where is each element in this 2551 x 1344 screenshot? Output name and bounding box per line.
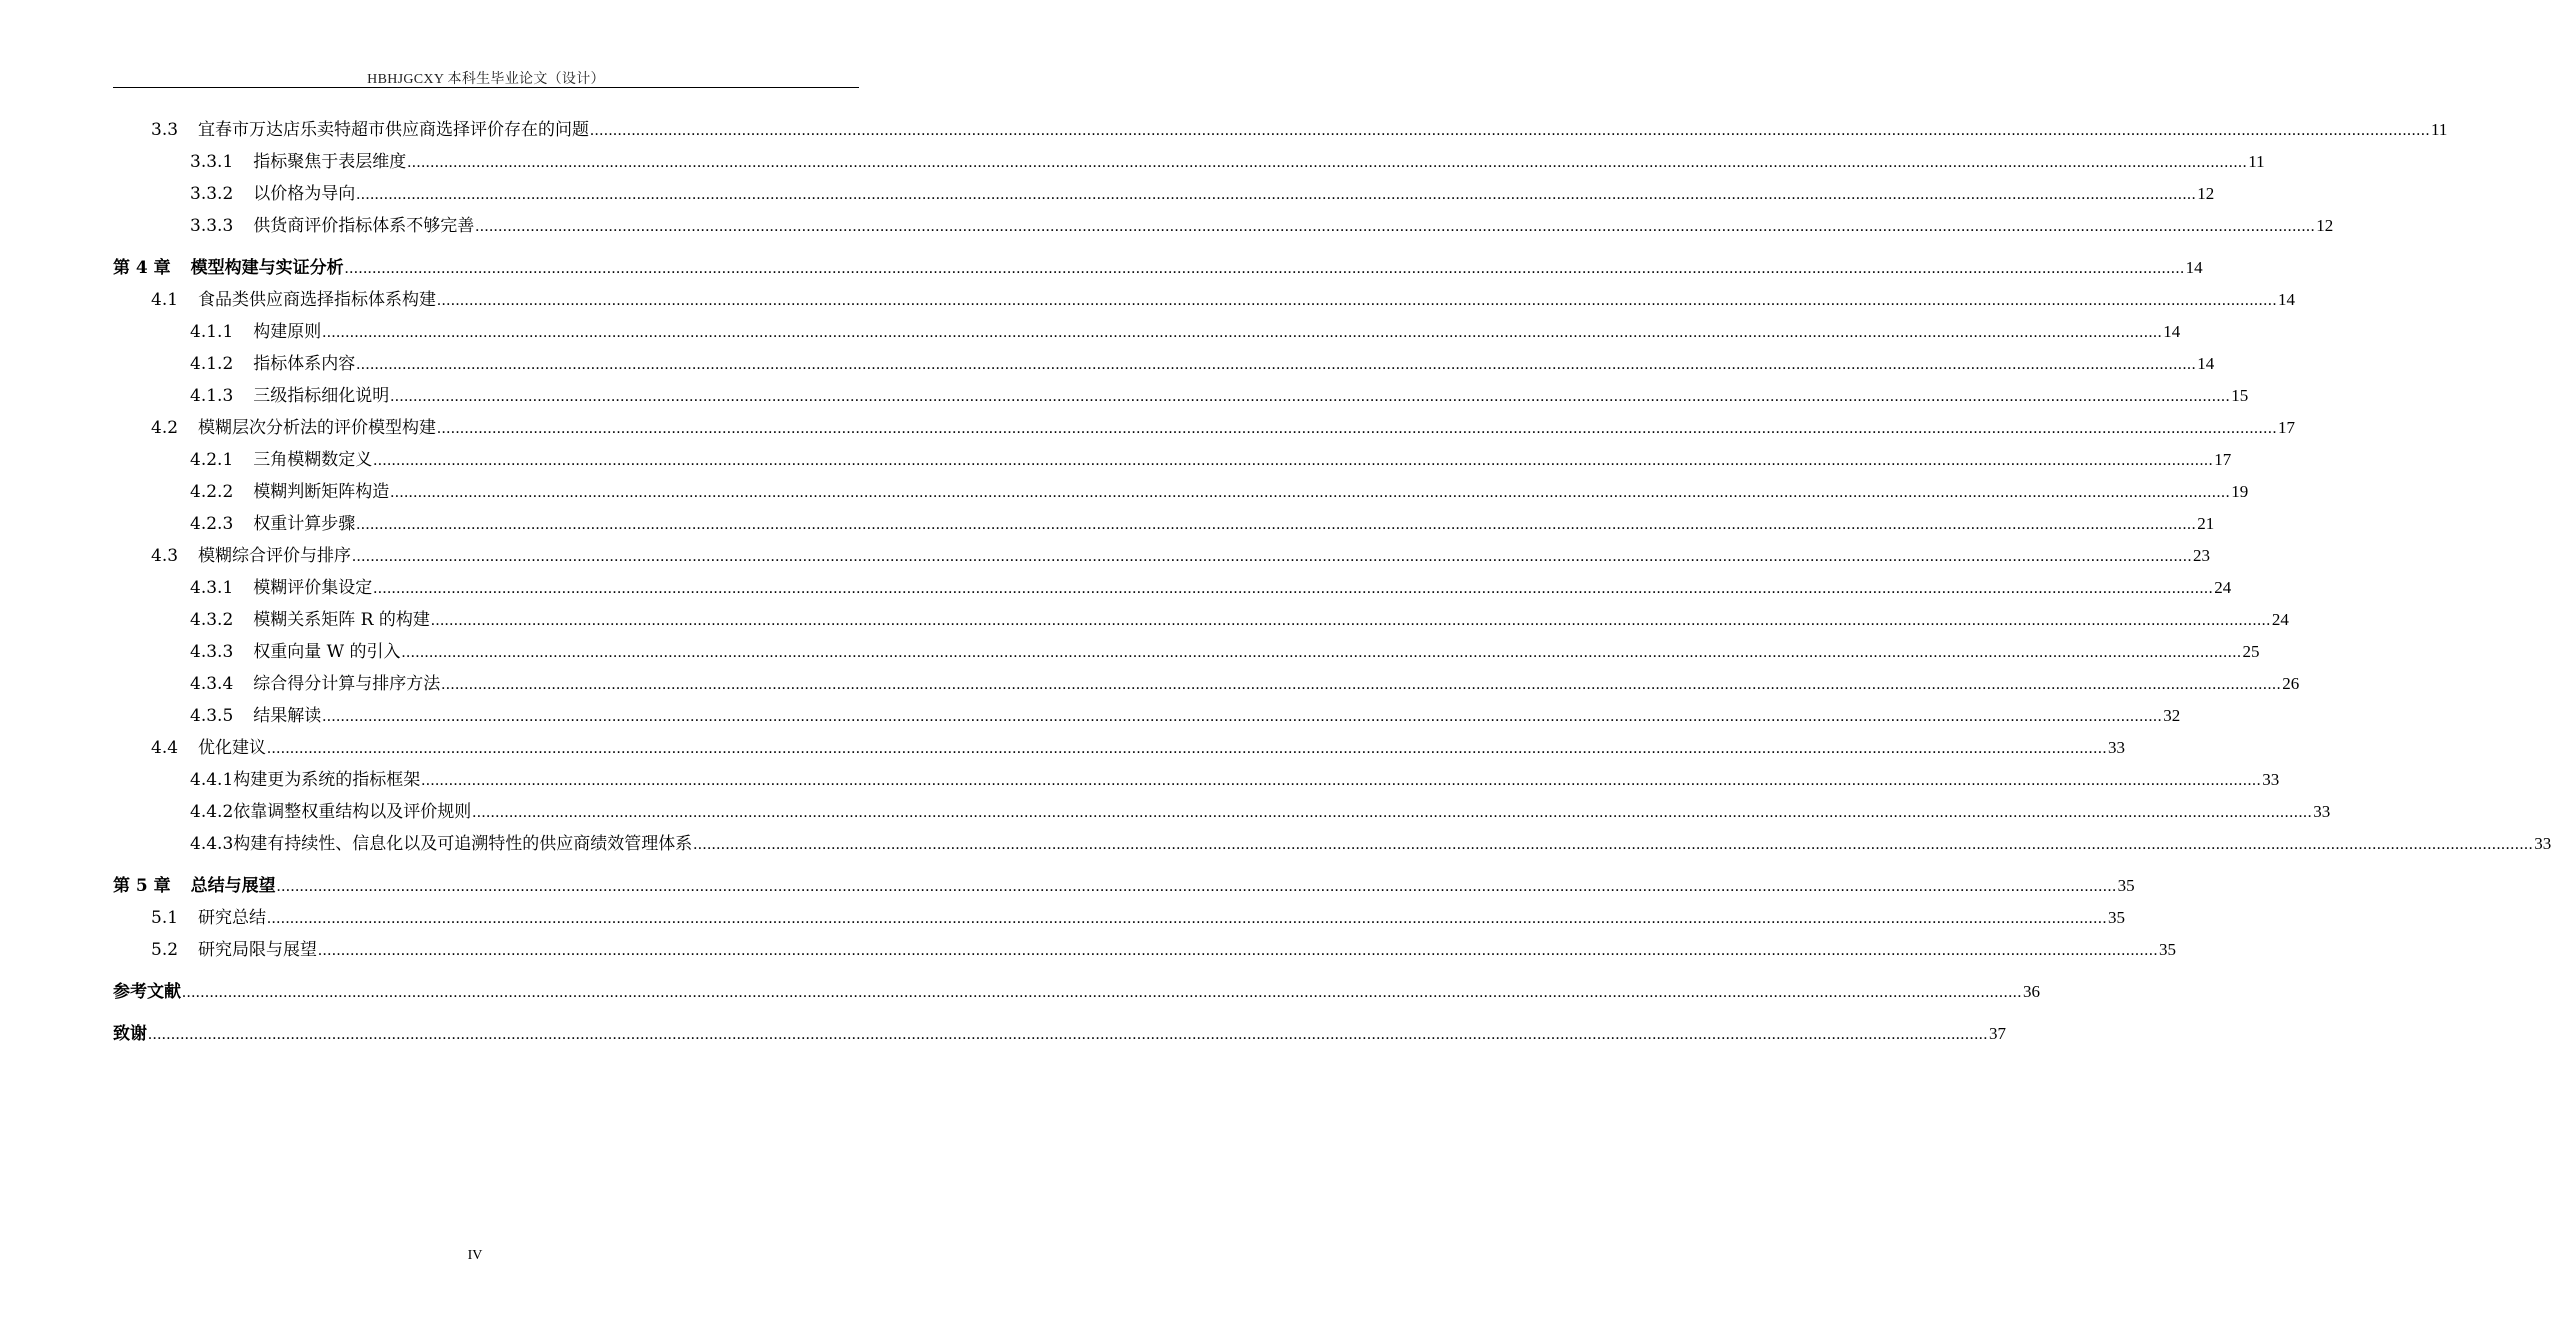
toc-entry-number: 4.3.2 [190,610,234,630]
toc-dot-leader: ................................................................................................................................................................................................................................................................................................................................................................................................................ [356,356,2197,373]
toc-entry-page: 32 [2163,706,2181,725]
toc-entry-title: 供货商评价指标体系不够完善 [253,216,475,236]
toc-entry-number: 4.4.2 [190,802,234,822]
toc-dot-leader: ................................................................................................................................................................................................................................................................................................................................................................................................................ [373,580,2214,597]
toc-dot-leader: ................................................................................................................................................................................................................................................................................................................................................................................................................ [148,1026,1988,1043]
toc-entry-page: 24 [2214,578,2232,597]
toc-entry-title: 总结与展望 [190,876,276,896]
toc-dot-leader: ................................................................................................................................................................................................................................................................................................................................................................................................................ [356,186,2197,203]
toc-entry-number: 4.1.1 [190,322,234,342]
toc-entry-title: 结果解读 [253,706,322,726]
toc-dot-leader: ................................................................................................................................................................................................................................................................................................................................................................................................................ [352,548,2193,565]
toc-entry-page: 23 [2193,546,2211,565]
toc-entry[interactable] [113,540,2211,572]
toc-entry[interactable] [113,668,2300,700]
toc-entry-number: 4.2 [151,418,179,438]
toc-entry-title: 模型构建与实证分析 [190,258,344,278]
toc-entry-page: 15 [2231,386,2249,405]
toc-entry[interactable] [113,252,2203,284]
toc-entry-title: 权重向量 W 的引入 [253,642,401,662]
toc-dot-leader: ................................................................................................................................................................................................................................................................................................................................................................................................................ [356,516,2197,533]
toc-entry-number: 4.4.3 [190,834,234,854]
toc-entry[interactable] [113,210,2334,242]
toc-entry[interactable] [113,476,2249,508]
toc-entry-title: 模糊综合评价与排序 [198,546,352,566]
toc-entry[interactable] [113,146,2265,178]
toc-entry-number: 5.2 [151,940,179,960]
toc-entry[interactable] [113,114,2448,146]
toc-entry-page: 33 [2313,802,2331,821]
page-header: HBHJGCXY 本科生毕业论文（设计） [367,72,605,87]
toc-entry-page: 25 [2242,642,2260,661]
toc-entry-title: 构建原则 [253,322,322,342]
toc-dot-leader: ................................................................................................................................................................................................................................................................................................................................................................................................................ [421,772,2262,789]
toc-entry-title: 三角模糊数定义 [253,450,373,470]
toc-dot-leader: ................................................................................................................................................................................................................................................................................................................................................................................................................ [322,708,2163,725]
toc-dot-leader: ................................................................................................................................................................................................................................................................................................................................................................................................................ [401,644,2242,661]
toc-entry-page: 17 [2278,418,2296,437]
toc-entry[interactable] [113,604,2289,636]
toc-entry-page: 11 [2248,152,2265,171]
toc-entry[interactable] [113,700,2181,732]
toc-entry-number: 4.1.2 [190,354,234,374]
toc-entry[interactable] [113,178,2215,210]
toc-entry-title: 构建有持续性、信息化以及可追溯特性的供应商绩效管理体系 [233,834,693,854]
page-number: IV [467,1248,483,1263]
toc-entry-page: 33 [2262,770,2280,789]
toc-entry-title: 模糊关系矩阵 R 的构建 [253,610,430,630]
toc-entry-number: 第 5 章 [113,876,171,896]
toc-dot-leader: ................................................................................................................................................................................................................................................................................................................................................................................................................ [373,452,2214,469]
toc-entry-page: 19 [2231,482,2249,501]
toc-entry[interactable] [113,764,2280,796]
table-of-contents [113,114,2551,1050]
toc-entry-number: 4.3.4 [190,674,234,694]
toc-entry-page: 14 [2163,322,2181,341]
toc-entry[interactable] [113,572,2232,604]
toc-entry-number: 4.2.3 [190,514,234,534]
header-rule [113,87,859,88]
toc-entry[interactable] [113,902,2126,934]
toc-entry-page: 17 [2214,450,2232,469]
toc-entry-page: 14 [2278,290,2296,309]
toc-entry[interactable] [113,444,2232,476]
toc-entry-title: 宜春市万达店乐卖特超市供应商选择评价存在的问题 [198,120,590,140]
toc-entry-number: 3.3.2 [190,184,234,204]
toc-dot-leader: ................................................................................................................................................................................................................................................................................................................................................................................................................ [475,218,2316,235]
toc-dot-leader: ................................................................................................................................................................................................................................................................................................................................................................................................................ [437,420,2278,437]
toc-entry-title: 参考文献 [113,982,181,1002]
toc-entry-title: 致谢 [113,1024,147,1044]
toc-entry[interactable] [113,976,2040,1008]
toc-entry-title: 依靠调整权重结构以及评价规则 [233,802,472,822]
toc-entry[interactable] [113,870,2135,902]
toc-entry-page: 33 [2108,738,2126,757]
toc-entry-page: 14 [2197,354,2215,373]
toc-entry-title: 构建更为系统的指标框架 [233,770,421,790]
toc-dot-leader: ................................................................................................................................................................................................................................................................................................................................................................................................................ [182,984,2022,1001]
toc-entry[interactable] [113,732,2126,764]
toc-entry-page: 14 [2185,258,2203,277]
toc-entry-page: 12 [2197,184,2215,203]
toc-entry-number: 3.3 [151,120,179,140]
toc-dot-leader: ................................................................................................................................................................................................................................................................................................................................................................................................................ [344,260,2185,277]
toc-entry-number: 4.4.1 [190,770,234,790]
toc-dot-leader: ................................................................................................................................................................................................................................................................................................................................................................................................................ [693,836,2534,853]
toc-dot-leader: ................................................................................................................................................................................................................................................................................................................................................................................................................ [318,942,2159,959]
toc-entry-number: 4.3.5 [190,706,234,726]
toc-entry[interactable] [113,380,2249,412]
toc-entry[interactable] [113,796,2331,828]
toc-entry-number: 第 4 章 [113,258,171,278]
toc-entry-title: 模糊判断矩阵构造 [253,482,390,502]
toc-entry-page: 37 [1989,1024,2006,1043]
toc-entry-page: 35 [2117,876,2135,895]
toc-entry-number: 4.2.1 [190,450,234,470]
toc-entry-title: 研究局限与展望 [198,940,318,960]
toc-entry-page: 12 [2316,216,2334,235]
toc-entry-title: 模糊评价集设定 [253,578,373,598]
toc-entry[interactable] [113,1018,2006,1050]
toc-dot-leader: ................................................................................................................................................................................................................................................................................................................................................................................................................ [472,804,2313,821]
toc-entry-number: 3.3.3 [190,216,234,236]
toc-entry[interactable] [113,316,2181,348]
toc-entry-page: 35 [2159,940,2177,959]
toc-entry-number: 3.3.1 [190,152,234,172]
toc-entry-title: 模糊层次分析法的评价模型构建 [198,418,437,438]
toc-dot-leader: ................................................................................................................................................................................................................................................................................................................................................................................................................ [590,122,2431,139]
toc-dot-leader: ................................................................................................................................................................................................................................................................................................................................................................................................................ [390,388,2231,405]
toc-entry[interactable] [113,412,2296,444]
toc-entry[interactable] [113,636,2260,668]
toc-entry-page: 26 [2282,674,2300,693]
toc-entry-title: 食品类供应商选择指标体系构建 [198,290,437,310]
toc-entry-number: 4.1 [151,290,179,310]
toc-entry-title: 指标聚焦于表层维度 [253,152,407,172]
toc-entry-page: 33 [2534,834,2551,853]
toc-entry-number: 4.3 [151,546,179,566]
toc-entry-page: 24 [2271,610,2289,629]
toc-entry[interactable] [113,508,2215,540]
toc-entry[interactable] [113,284,2296,316]
toc-entry[interactable] [113,348,2215,380]
toc-dot-leader: ................................................................................................................................................................................................................................................................................................................................................................................................................ [407,154,2248,171]
toc-entry-number: 4.1.3 [190,386,234,406]
toc-dot-leader: ................................................................................................................................................................................................................................................................................................................................................................................................................ [267,740,2108,757]
toc-entry-title: 指标体系内容 [253,354,356,374]
toc-dot-leader: ................................................................................................................................................................................................................................................................................................................................................................................................................ [267,910,2108,927]
toc-entry-page: 36 [2023,982,2040,1001]
toc-entry-title: 优化建议 [198,738,267,758]
toc-dot-leader: ................................................................................................................................................................................................................................................................................................................................................................................................................ [437,292,2278,309]
toc-dot-leader: ................................................................................................................................................................................................................................................................................................................................................................................................................ [430,612,2271,629]
toc-entry-title: 综合得分计算与排序方法 [253,674,441,694]
toc-entry-title: 权重计算步骤 [253,514,356,534]
toc-dot-leader: ................................................................................................................................................................................................................................................................................................................................................................................................................ [441,676,2282,693]
toc-entry[interactable] [113,934,2177,966]
toc-entry-number: 4.4 [151,738,179,758]
toc-dot-leader: ................................................................................................................................................................................................................................................................................................................................................................................................................ [390,484,2231,501]
toc-dot-leader: ................................................................................................................................................................................................................................................................................................................................................................................................................ [322,324,2163,341]
toc-entry-number: 4.2.2 [190,482,234,502]
toc-entry[interactable] [113,828,2551,860]
toc-dot-leader: ................................................................................................................................................................................................................................................................................................................................................................................................................ [276,878,2117,895]
toc-entry-page: 35 [2108,908,2126,927]
toc-entry-page: 11 [2431,120,2448,139]
toc-entry-page: 21 [2197,514,2215,533]
toc-entry-title: 以价格为导向 [253,184,356,204]
toc-entry-title: 三级指标细化说明 [253,386,390,406]
toc-entry-number: 5.1 [151,908,179,928]
toc-entry-number: 4.3.1 [190,578,234,598]
toc-entry-title: 研究总结 [198,908,267,928]
toc-entry-number: 4.3.3 [190,642,234,662]
